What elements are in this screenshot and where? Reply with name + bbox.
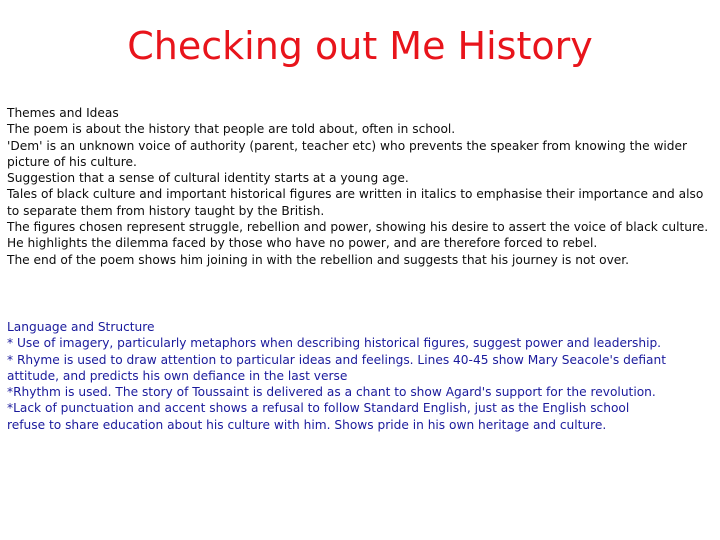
themes-section [7, 105, 713, 268]
themes-heading: Themes and Ideas [7, 106, 119, 120]
themes-line: He highlights the dilemma faced by those who have no power, and are therefore forced to rebel. [7, 236, 598, 251]
themes-line: Tales of black culture and important historical figures are written in italics to emphasise their importance and also to separate them from history taught by the British. [7, 187, 704, 218]
themes-line: The poem is about the history that people are told about, often in school. [7, 122, 456, 137]
language-line: * Rhyme is used to draw attention to particular ideas and feelings. Lines 40-45 show Mary Seacole's defiant attitude, and predicts his own defiance in the last verse [7, 352, 666, 383]
themes-line: The end of the poem shows him joining in with the rebellion and suggests that his journey is not over. [7, 252, 630, 267]
themes-line: Suggestion that a sense of cultural identity starts at a young age. [7, 171, 409, 186]
language-line: *Lack of punctuation and accent shows a refusal to follow Standard English, just as the English school refuse to share education about his culture with him. Shows pride in his own heritage and culture. [7, 401, 630, 432]
language-section [7, 319, 667, 433]
slide-title: Checking out Me History [127, 24, 593, 68]
themes-line: The figures chosen represent struggle, rebellion and power, showing his desire to assert the voice of black culture. [7, 220, 709, 235]
language-line: *Rhythm is used. The story of Toussaint is delivered as a chant to show Agard's support for the revolution. [7, 385, 656, 400]
language-heading: Language and Structure [7, 320, 155, 334]
themes-line: 'Dem' is an unknown voice of authority (parent, teacher etc) who prevents the speaker from knowing the wider picture of his culture. [7, 138, 688, 169]
language-line: * Use of imagery, particularly metaphors when describing historical figures, suggest power and leadership. [7, 336, 662, 351]
